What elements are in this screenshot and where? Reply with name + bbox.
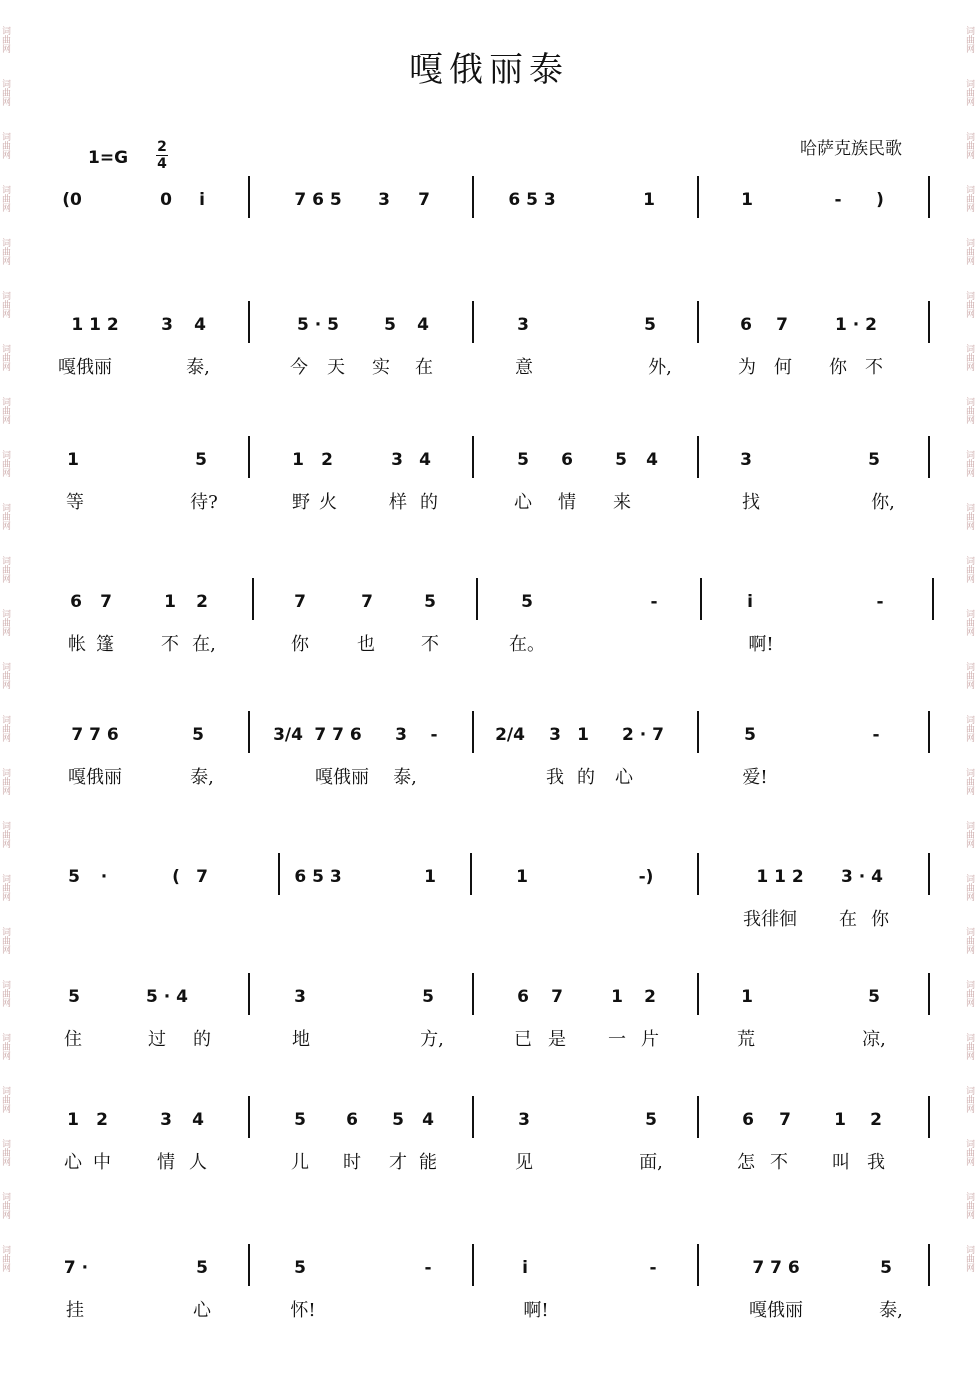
bar-line	[476, 578, 478, 620]
note-group: 3	[160, 1110, 172, 1130]
bar-line	[248, 436, 250, 478]
note-group: 5	[192, 725, 204, 745]
lyric-syllable: 来	[613, 492, 631, 513]
note-group: 6 5 3	[508, 190, 556, 210]
note-group: -	[650, 592, 658, 612]
note-group: 6	[517, 987, 529, 1007]
lyric-syllable: 待?	[190, 492, 218, 513]
watermark-text: 词曲网	[964, 662, 974, 689]
note-group: 3	[294, 987, 306, 1007]
lyric-syllable: 啊!	[748, 634, 774, 655]
note-group: 7 ·	[63, 1258, 89, 1278]
watermark-text: 词曲网	[0, 397, 10, 424]
note-group: 7	[776, 315, 788, 335]
lyric-syllable: 不	[421, 634, 439, 655]
bar-line	[932, 578, 934, 620]
watermark-text: 词曲网	[0, 927, 10, 954]
watermark-text: 词曲网	[0, 1192, 10, 1219]
watermark-text: 词曲网	[964, 1139, 974, 1166]
bar-line	[472, 1244, 474, 1286]
lyric-syllable: 帐	[68, 634, 86, 655]
score-system	[0, 1110, 978, 1230]
note-group: 6 5 3	[294, 867, 342, 887]
note-group: 5	[868, 450, 880, 470]
note-group: 5	[615, 450, 627, 470]
note-group: 1 1 2	[71, 315, 119, 335]
lyric-syllable: 已	[514, 1029, 532, 1050]
bar-line	[697, 301, 699, 343]
watermark-text: 词曲网	[0, 503, 10, 530]
bar-line	[248, 301, 250, 343]
lyric-syllable: 心	[615, 767, 633, 788]
bar-line	[928, 973, 930, 1015]
lyric-syllable: 篷	[96, 634, 114, 655]
note-group: 1	[292, 450, 304, 470]
lyric-syllable: 见	[515, 1152, 533, 1173]
watermark-text: 词曲网	[964, 1086, 974, 1113]
watermark-text: 词曲网	[0, 132, 10, 159]
note-group: 5	[68, 987, 80, 1007]
watermark-text: 词曲网	[964, 927, 974, 954]
watermark-text: 词曲网	[0, 450, 10, 477]
bar-line	[697, 1244, 699, 1286]
note-group: 7 7 6	[71, 725, 119, 745]
lyric-syllable: 嘎俄丽	[68, 767, 122, 788]
lyric-syllable: 儿	[291, 1152, 309, 1173]
note-group: 2	[321, 450, 333, 470]
bar-line	[252, 578, 254, 620]
note-group: 7	[418, 190, 430, 210]
watermark-text: 词曲网	[964, 503, 974, 530]
lyric-syllable: 嘎俄丽	[749, 1300, 803, 1321]
score-system	[0, 592, 978, 712]
watermark-text: 词曲网	[964, 1192, 974, 1219]
note-group: ·	[100, 867, 108, 887]
lyric-syllable: 方,	[420, 1029, 444, 1050]
note-group: 2	[96, 1110, 108, 1130]
note-group: 5	[744, 725, 756, 745]
bar-line	[472, 1096, 474, 1138]
lyric-syllable: 面,	[639, 1152, 663, 1173]
bar-line	[928, 436, 930, 478]
bar-line	[697, 973, 699, 1015]
lyric-syllable: 凉,	[862, 1029, 886, 1050]
note-group: 2 · 7	[622, 725, 664, 745]
note-group: 7	[294, 592, 306, 612]
watermark-text: 词曲网	[0, 1245, 10, 1272]
note-group: 4	[417, 315, 429, 335]
lyric-syllable: 嘎俄丽	[315, 767, 369, 788]
lyric-syllable: 心	[193, 1300, 211, 1321]
note-group: 1	[834, 1110, 846, 1130]
note-group: -	[834, 190, 842, 210]
lyric-syllable: 爱!	[742, 767, 768, 788]
note-group: 1	[741, 987, 753, 1007]
bar-line	[248, 1096, 250, 1138]
lyric-syllable: 为	[738, 357, 756, 378]
note-group: -	[424, 1258, 432, 1278]
note-group: -	[876, 592, 884, 612]
note-group: -	[649, 1258, 657, 1278]
watermark-text: 词曲网	[964, 79, 974, 106]
bar-line	[928, 301, 930, 343]
lyric-syllable: 不	[161, 634, 179, 655]
watermark-text: 词曲网	[964, 450, 974, 477]
lyric-syllable: 天	[327, 357, 345, 378]
lyric-syllable: 情	[157, 1152, 175, 1173]
note-group: -	[430, 725, 438, 745]
watermark-text: 词曲网	[964, 980, 974, 1007]
note-group: 4	[192, 1110, 204, 1130]
lyric-syllable: 住	[64, 1029, 82, 1050]
lyric-syllable: 火	[319, 492, 337, 513]
watermark-text: 词曲网	[964, 344, 974, 371]
lyric-syllable: 你,	[871, 492, 895, 513]
watermark-text: 词曲网	[0, 185, 10, 212]
watermark-text: 词曲网	[0, 238, 10, 265]
lyric-syllable: 你	[291, 634, 309, 655]
score-system	[0, 725, 978, 845]
note-group: i	[522, 1258, 528, 1278]
watermark-text: 词曲网	[0, 1033, 10, 1060]
note-group: 3 · 4	[841, 867, 883, 887]
lyric-syllable: 你	[871, 909, 889, 930]
lyric-syllable: 找	[742, 492, 760, 513]
note-group: 5	[517, 450, 529, 470]
lyric-syllable: 我	[546, 767, 564, 788]
lyric-syllable: 的	[420, 492, 438, 513]
watermark-text: 词曲网	[0, 609, 10, 636]
lyric-syllable: 泰,	[190, 767, 214, 788]
watermark-text: 词曲网	[0, 79, 10, 106]
note-group: 1	[424, 867, 436, 887]
note-group: 7 7 6	[314, 725, 362, 745]
lyric-syllable: 等	[66, 492, 84, 513]
note-group: 1 1 2	[756, 867, 804, 887]
watermark-text: 词曲网	[964, 768, 974, 795]
note-group: 5	[644, 315, 656, 335]
note-group: 3	[740, 450, 752, 470]
note-group: 7	[100, 592, 112, 612]
watermark-text: 词曲网	[964, 185, 974, 212]
watermark-text: 词曲网	[964, 26, 974, 53]
lyric-syllable: 外,	[648, 357, 672, 378]
time-signature	[156, 140, 168, 171]
note-group: 2	[644, 987, 656, 1007]
watermark-text: 词曲网	[964, 1033, 974, 1060]
note-group: 3/4	[273, 725, 303, 745]
lyric-syllable: 挂	[66, 1300, 84, 1321]
watermark-text: 词曲网	[0, 556, 10, 583]
lyric-syllable: 在	[839, 909, 857, 930]
score-system	[0, 987, 978, 1107]
note-group: 7 7 6	[752, 1258, 800, 1278]
bar-line	[928, 1244, 930, 1286]
bar-line	[472, 973, 474, 1015]
note-group: 1	[67, 1110, 79, 1130]
note-group: 5	[68, 867, 80, 887]
note-group: 1	[164, 592, 176, 612]
lyric-syllable: 时	[343, 1152, 361, 1173]
note-group: 7	[779, 1110, 791, 1130]
lyric-syllable: 泰,	[393, 767, 417, 788]
bar-line	[697, 1096, 699, 1138]
bar-line	[248, 711, 250, 753]
note-group: 5	[880, 1258, 892, 1278]
note-group: 3	[518, 1110, 530, 1130]
note-group: 5	[424, 592, 436, 612]
watermark-text: 词曲网	[0, 26, 10, 53]
lyric-syllable: 怎	[737, 1152, 755, 1173]
lyric-syllable: 是	[548, 1029, 566, 1050]
lyric-syllable: 怀!	[290, 1300, 316, 1321]
lyric-syllable: 心	[514, 492, 532, 513]
note-group: 5	[392, 1110, 404, 1130]
lyric-syllable: 的	[193, 1029, 211, 1050]
lyric-syllable: 啊!	[523, 1300, 549, 1321]
note-group: 6	[742, 1110, 754, 1130]
bar-line	[928, 176, 930, 218]
lyric-syllable: 今	[290, 357, 308, 378]
note-group: 7 6 5	[294, 190, 342, 210]
lyric-syllable: 情	[558, 492, 576, 513]
bar-line	[472, 711, 474, 753]
lyric-syllable: 过	[148, 1029, 166, 1050]
note-group: 4	[422, 1110, 434, 1130]
note-group: 3	[391, 450, 403, 470]
time-signature-top: 2	[157, 139, 167, 155]
lyric-syllable: 泰,	[879, 1300, 903, 1321]
note-group: 1	[643, 190, 655, 210]
note-group: 4	[646, 450, 658, 470]
note-group: -)	[638, 867, 654, 887]
note-group: 5	[868, 987, 880, 1007]
bar-line	[928, 1096, 930, 1138]
note-group: 5	[196, 1258, 208, 1278]
watermark-text: 词曲网	[964, 556, 974, 583]
lyric-syllable: 心	[64, 1152, 82, 1173]
song-title: 嘎俄丽泰	[409, 50, 569, 90]
bar-line	[248, 176, 250, 218]
note-group: 1	[611, 987, 623, 1007]
watermark-text: 词曲网	[0, 1139, 10, 1166]
score-system	[0, 1258, 978, 1378]
note-group: 7	[551, 987, 563, 1007]
note-group: 6	[561, 450, 573, 470]
lyric-syllable: 我徘徊	[743, 909, 797, 930]
watermark-text: 词曲网	[964, 132, 974, 159]
note-group: i	[199, 190, 205, 210]
time-signature-bottom: 4	[157, 156, 167, 172]
lyric-syllable: 嘎俄丽	[58, 357, 112, 378]
note-group: 7	[196, 867, 208, 887]
note-group: 3	[549, 725, 561, 745]
note-group: 5	[521, 592, 533, 612]
note-group: i	[747, 592, 753, 612]
bar-line	[472, 176, 474, 218]
watermark-text: 词曲网	[0, 291, 10, 318]
watermark-text: 词曲网	[964, 715, 974, 742]
note-group: 4	[194, 315, 206, 335]
note-group: 2/4	[495, 725, 525, 745]
note-group: 4	[419, 450, 431, 470]
lyric-syllable: 在	[415, 357, 433, 378]
lyric-syllable: 你	[829, 357, 847, 378]
note-group: (0	[62, 190, 82, 210]
lyric-syllable: 也	[357, 634, 375, 655]
note-group: 5 · 5	[297, 315, 339, 335]
lyric-syllable: 在,	[192, 634, 216, 655]
note-group: 5	[422, 987, 434, 1007]
note-group: 5	[294, 1110, 306, 1130]
note-group: 1	[741, 190, 753, 210]
lyric-syllable: 样	[389, 492, 407, 513]
note-group: 2	[870, 1110, 882, 1130]
lyric-syllable: 不	[770, 1152, 788, 1173]
lyric-syllable: 何	[774, 357, 792, 378]
note-group: 3	[395, 725, 407, 745]
note-group: 6	[70, 592, 82, 612]
note-group: 0	[160, 190, 172, 210]
note-group: 1	[577, 725, 589, 745]
lyric-syllable: 实	[372, 357, 390, 378]
bar-line	[928, 853, 930, 895]
note-group: 1	[67, 450, 79, 470]
bar-line	[928, 711, 930, 753]
lyric-syllable: 荒	[737, 1029, 755, 1050]
bar-line	[697, 853, 699, 895]
note-group: 6	[740, 315, 752, 335]
note-group: 1 · 2	[835, 315, 877, 335]
bar-line	[472, 301, 474, 343]
lyric-syllable: 地	[292, 1029, 310, 1050]
bar-line	[472, 436, 474, 478]
lyric-syllable: 在。	[509, 634, 545, 655]
watermark-text: 词曲网	[964, 397, 974, 424]
note-group: -	[872, 725, 880, 745]
bar-line	[700, 578, 702, 620]
note-group: (	[172, 867, 180, 887]
note-group: 5	[384, 315, 396, 335]
lyric-syllable: 野	[292, 492, 310, 513]
watermark-text: 词曲网	[0, 715, 10, 742]
bar-line	[248, 973, 250, 1015]
note-group: 5	[294, 1258, 306, 1278]
lyric-syllable: 的	[577, 767, 595, 788]
bar-line	[697, 436, 699, 478]
watermark-text: 词曲网	[964, 1245, 974, 1272]
watermark-text: 词曲网	[0, 768, 10, 795]
lyric-syllable: 中	[93, 1152, 111, 1173]
key-signature: 1=G	[88, 148, 129, 168]
watermark-text: 词曲网	[0, 980, 10, 1007]
note-group: 3	[517, 315, 529, 335]
note-group: 2	[196, 592, 208, 612]
bar-line	[697, 711, 699, 753]
song-source: 哈萨克族民歌	[800, 139, 902, 159]
note-group: 3	[161, 315, 173, 335]
score-system	[0, 867, 978, 987]
watermark-text: 词曲网	[0, 821, 10, 848]
watermark-text: 词曲网	[0, 874, 10, 901]
score-system	[0, 190, 978, 310]
watermark-text: 词曲网	[964, 238, 974, 265]
bar-line	[470, 853, 472, 895]
lyric-syllable: 泰,	[186, 357, 210, 378]
lyric-syllable: 一	[608, 1029, 626, 1050]
lyric-syllable: 片	[641, 1029, 659, 1050]
score-system	[0, 450, 978, 570]
note-group: 5	[645, 1110, 657, 1130]
bar-line	[248, 1244, 250, 1286]
watermark-text: 词曲网	[0, 1086, 10, 1113]
note-group: 6	[346, 1110, 358, 1130]
watermark-text: 词曲网	[964, 291, 974, 318]
bar-line	[697, 176, 699, 218]
note-group: 1	[516, 867, 528, 887]
lyric-syllable: 人	[189, 1152, 207, 1173]
lyric-syllable: 不	[865, 357, 883, 378]
note-group: 3	[378, 190, 390, 210]
lyric-syllable: 叫	[832, 1152, 850, 1173]
watermark-text: 词曲网	[964, 609, 974, 636]
note-group: 7	[361, 592, 373, 612]
watermark-text: 词曲网	[0, 344, 10, 371]
score-system	[0, 315, 978, 435]
watermark-text: 词曲网	[964, 874, 974, 901]
note-group: 5 · 4	[146, 987, 188, 1007]
lyric-syllable: 意	[515, 357, 533, 378]
note-group: )	[876, 190, 884, 210]
watermark-text: 词曲网	[0, 662, 10, 689]
watermark-text: 词曲网	[964, 821, 974, 848]
note-group: 5	[195, 450, 207, 470]
lyric-syllable: 能	[419, 1152, 437, 1173]
lyric-syllable: 我	[867, 1152, 885, 1173]
lyric-syllable: 才	[389, 1152, 407, 1173]
bar-line	[278, 853, 280, 895]
